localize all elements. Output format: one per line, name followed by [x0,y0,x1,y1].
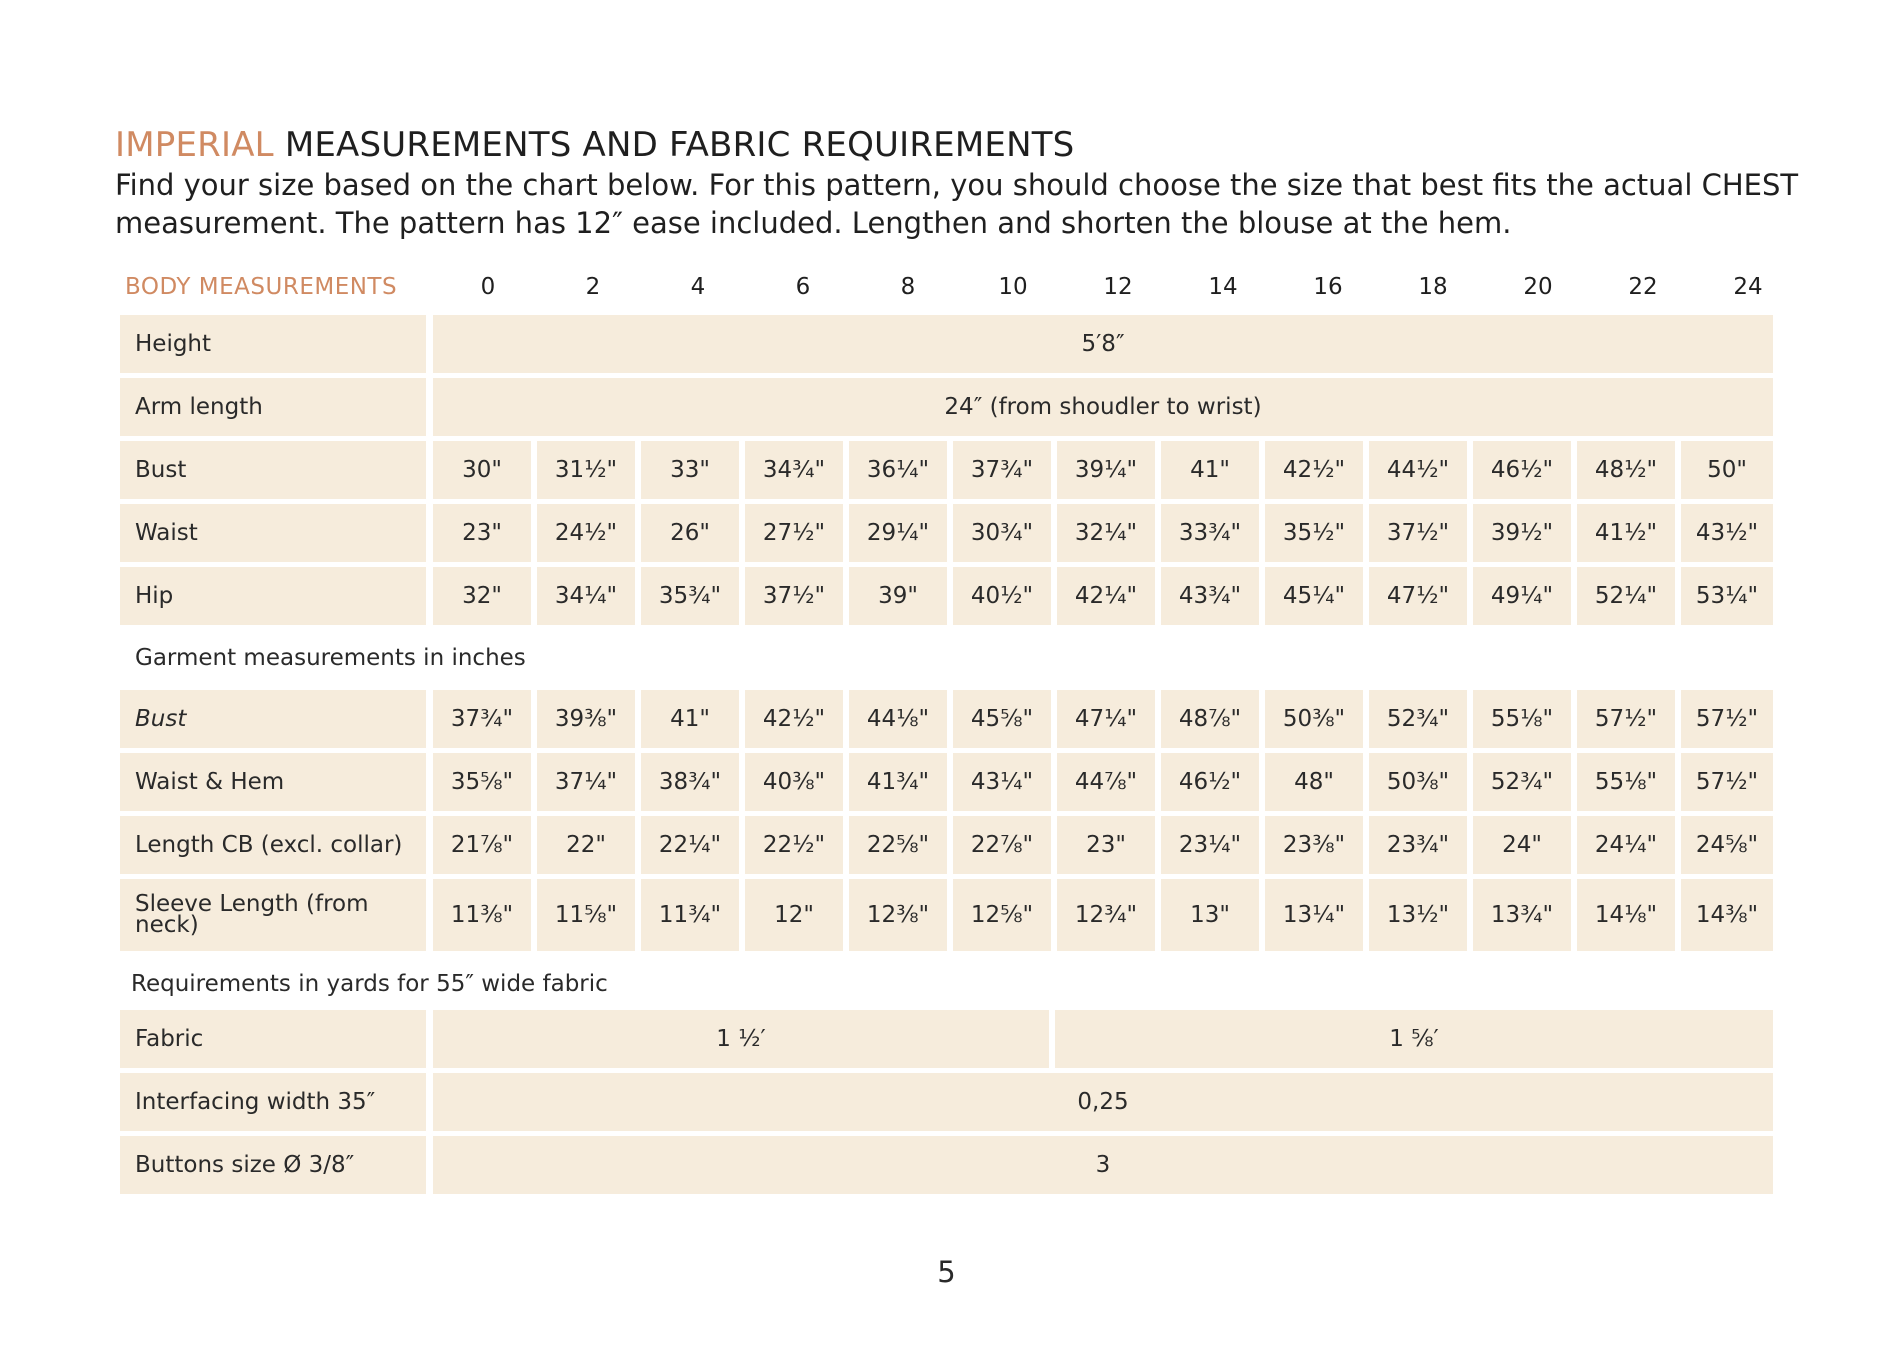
table-row-interfacing [0,1073,1893,1131]
value-cell: 30¾" [953,504,1051,562]
value-cell: 35½" [1265,504,1363,562]
value-cell: 22⅝" [849,816,947,874]
value-cell: 14⅛" [1577,879,1675,951]
row-label: Buttons size Ø 3/8″ [120,1136,426,1194]
value-cell: 11¾" [641,879,739,951]
value-cell: 34¾" [745,441,843,499]
value-cell: 24⅝" [1681,816,1773,874]
garment-section-title: Garment measurements in inches [135,645,526,671]
value-cell: 29¼" [849,504,947,562]
value-cell: 27½" [745,504,843,562]
size-header: 20 [1523,274,1553,300]
value-cell: 13½" [1369,879,1467,951]
row-label [120,879,426,951]
row-label: Length CB (excl. collar) [120,816,426,874]
row-value: 0,25 [433,1073,1773,1131]
value-cell: 13¾" [1473,879,1571,951]
size-header: 12 [1103,274,1133,300]
value-cell: 41" [641,690,739,748]
value-cell: 21⅞" [433,816,531,874]
value-cell: 49¼" [1473,567,1571,625]
value-cell: 14⅜" [1681,879,1773,951]
value-cell: 37½" [1369,504,1467,562]
row-label-line: Sleeve Length (from [135,891,369,917]
value-cell: 13¼" [1265,879,1363,951]
page-title [115,124,1074,166]
value-cell: 12" [745,879,843,951]
value-cell: 39¼" [1057,441,1155,499]
value-cell: 44½" [1369,441,1467,499]
table-row-height [0,315,1893,373]
size-header: 2 [585,274,601,300]
row-label: Arm length [120,378,426,436]
intro-line-2: measurement. The pattern has 12″ ease included. Lengthen and shorten the blouse at the hem. [115,206,1512,240]
value-cell: 42½" [745,690,843,748]
size-header: 8 [900,274,916,300]
table-row-waist-hem [0,753,1893,811]
value-cell: 53¼" [1681,567,1773,625]
value-cell: 46½" [1161,753,1259,811]
table-row-bust [0,441,1893,499]
value-cell: 24¼" [1577,816,1675,874]
value-cell: 23¼" [1161,816,1259,874]
value-cell: 37¼" [537,753,635,811]
value-cell: 52¾" [1473,753,1571,811]
size-header: 6 [795,274,811,300]
fabric-value-small-sizes: 1 ½′ [433,1010,1049,1068]
value-cell: 35¾" [641,567,739,625]
table-row-garment-bust [0,690,1893,748]
value-cell: 37½" [745,567,843,625]
value-cell: 41¾" [849,753,947,811]
row-label: Waist [120,504,426,562]
value-cell: 52¾" [1369,690,1467,748]
value-cell: 47¼" [1057,690,1155,748]
value-cell: 42¼" [1057,567,1155,625]
value-cell: 12⅜" [849,879,947,951]
table-row-buttons [0,1136,1893,1194]
table-row-fabric [0,1010,1893,1068]
row-label: Bust [120,690,426,748]
value-cell: 24" [1473,816,1571,874]
size-header-row [0,270,1893,304]
value-cell: 37¾" [433,690,531,748]
value-cell: 39½" [1473,504,1571,562]
table-row-sleeve-length [0,879,1893,951]
page-number: 5 [937,1255,956,1289]
value-cell: 40½" [953,567,1051,625]
value-cell: 32" [433,567,531,625]
row-label: Height [120,315,426,373]
value-cell: 30" [433,441,531,499]
value-cell: 55⅛" [1577,753,1675,811]
intro-line-1: Find your size based on the chart below. For this pattern, you should choose the size that best fits the actual CHEST [115,168,1799,202]
row-label: Waist & Hem [120,753,426,811]
value-cell: 33" [641,441,739,499]
value-cell: 37¾" [953,441,1051,499]
row-label: Bust [120,441,426,499]
value-cell: 48⅞" [1161,690,1259,748]
row-value: 5′8″ [433,315,1773,373]
value-cell: 39⅜" [537,690,635,748]
value-cell: 40⅜" [745,753,843,811]
row-label: Interfacing width 35″ [120,1073,426,1131]
value-cell: 38¾" [641,753,739,811]
table-row-waist [0,504,1893,562]
size-header: 24 [1733,274,1763,300]
value-cell: 13" [1161,879,1259,951]
value-cell: 34¼" [537,567,635,625]
value-cell: 35⅝" [433,753,531,811]
value-cell: 43¾" [1161,567,1259,625]
value-cell: 55⅛" [1473,690,1571,748]
table-row-length-cb [0,816,1893,874]
value-cell: 50⅜" [1265,690,1363,748]
row-value: 3 [433,1136,1773,1194]
value-cell: 43½" [1681,504,1773,562]
value-cell: 44⅛" [849,690,947,748]
value-cell: 41" [1161,441,1259,499]
row-label-line: neck) [135,912,199,938]
value-cell: 52¼" [1577,567,1675,625]
value-cell: 48" [1265,753,1363,811]
value-cell: 44⅞" [1057,753,1155,811]
value-cell: 46½" [1473,441,1571,499]
value-cell: 45¼" [1265,567,1363,625]
row-label: Fabric [120,1010,426,1068]
value-cell: 11⅜" [433,879,531,951]
value-cell: 45⅝" [953,690,1051,748]
fabric-value-large-sizes: 1 ⅝′ [1055,1010,1773,1068]
value-cell: 24½" [537,504,635,562]
value-cell: 22" [537,816,635,874]
value-cell: 22½" [745,816,843,874]
title-accent: IMPERIAL [115,125,274,165]
value-cell: 12⅝" [953,879,1051,951]
value-cell: 50" [1681,441,1773,499]
value-cell: 31½" [537,441,635,499]
value-cell: 57½" [1681,753,1773,811]
value-cell: 47½" [1369,567,1467,625]
value-cell: 33¾" [1161,504,1259,562]
value-cell: 26" [641,504,739,562]
value-cell: 41½" [1577,504,1675,562]
row-label: Hip [120,567,426,625]
value-cell: 50⅜" [1369,753,1467,811]
value-cell: 23" [1057,816,1155,874]
value-cell: 57½" [1681,690,1773,748]
value-cell: 39" [849,567,947,625]
size-header: 22 [1628,274,1658,300]
title-rest: MEASUREMENTS AND FABRIC REQUIREMENTS [273,125,1075,165]
size-header: 10 [998,274,1028,300]
value-cell: 12¾" [1057,879,1155,951]
size-header: 4 [690,274,706,300]
size-header: 14 [1208,274,1238,300]
requirements-section-title: Requirements in yards for 55″ wide fabric [131,971,608,997]
value-cell: 11⅝" [537,879,635,951]
value-cell: 23⅜" [1265,816,1363,874]
size-header: 16 [1313,274,1343,300]
value-cell: 36¼" [849,441,947,499]
value-cell: 22¼" [641,816,739,874]
value-cell: 23¾" [1369,816,1467,874]
value-cell: 42½" [1265,441,1363,499]
table-row-hip [0,567,1893,625]
value-cell: 43¼" [953,753,1051,811]
row-value: 24″ (from shoudler to wrist) [433,378,1773,436]
value-cell: 57½" [1577,690,1675,748]
value-cell: 32¼" [1057,504,1155,562]
table-row-arm-length [0,378,1893,436]
value-cell: 23" [433,504,531,562]
intro-text [115,166,1815,242]
body-measurements-label: BODY MEASUREMENTS [125,274,398,300]
value-cell: 48½" [1577,441,1675,499]
value-cell: 22⅞" [953,816,1051,874]
size-header: 18 [1418,274,1448,300]
size-header: 0 [480,274,496,300]
